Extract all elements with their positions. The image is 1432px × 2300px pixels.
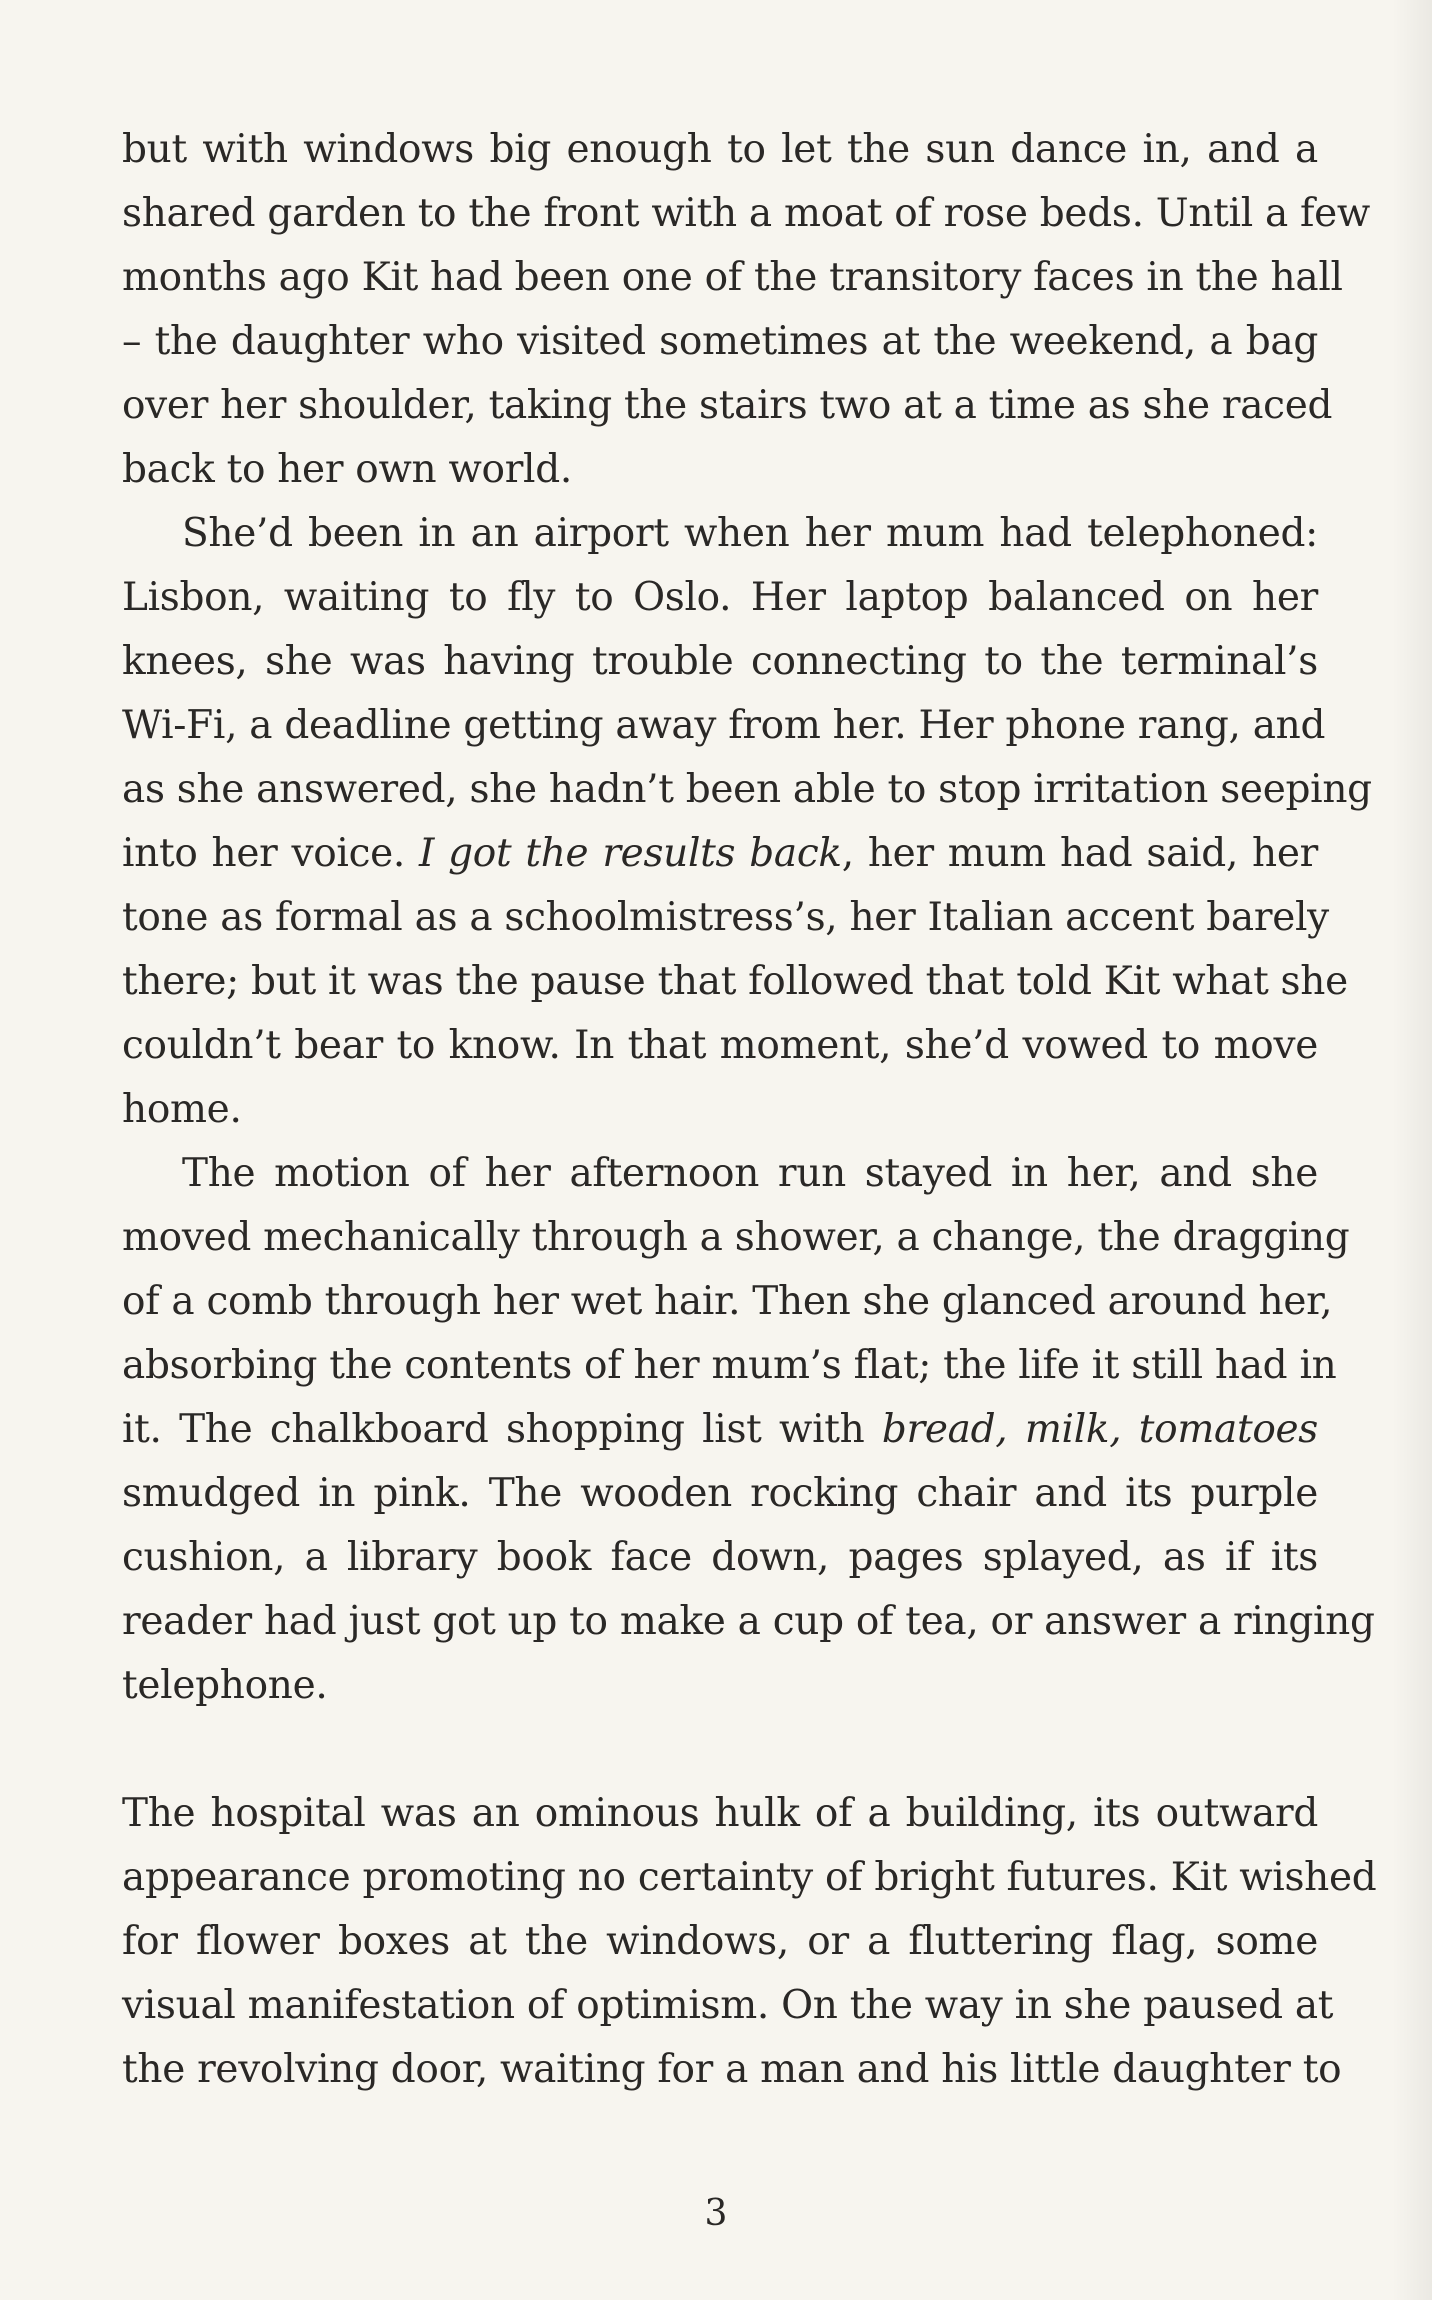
page-number: 3 xyxy=(704,2193,728,2234)
text-run: telephone. xyxy=(122,1663,328,1708)
text-line xyxy=(122,950,1348,1014)
text-line xyxy=(122,1334,1337,1398)
text-line xyxy=(122,1462,1318,1526)
paragraph xyxy=(122,1782,1377,2102)
text-run: absorbing the contents of her mum’s flat; the life it still had in xyxy=(122,1343,1337,1388)
text-run: of a comb through her wet hair. Then she glanced around her, xyxy=(122,1279,1333,1324)
text-line xyxy=(122,758,1372,822)
text-line xyxy=(122,1974,1334,2038)
text-line xyxy=(122,1270,1333,1334)
text-run: it. The chalkboard shopping list with xyxy=(122,1407,882,1452)
text-run: as she answered, she hadn’t been able to stop irritation seeping xyxy=(122,767,1372,812)
text-line xyxy=(122,630,1318,694)
text-run: The hospital was an ominous hulk of a building, its outward xyxy=(122,1791,1318,1836)
text-line xyxy=(122,1654,1318,1718)
text-run: reader had just got up to make a cup of tea, or answer a ringing xyxy=(122,1599,1375,1644)
text-run: tone as formal as a schoolmistress’s, her Italian accent barely xyxy=(122,895,1329,940)
paragraph xyxy=(122,118,1371,502)
text-run: back to her own world. xyxy=(122,447,572,492)
text-line xyxy=(122,438,1318,502)
text-run: The motion of her afternoon run stayed in her, and she xyxy=(182,1151,1318,1196)
text-run: shared garden to the front with a moat of rose beds. Until a few xyxy=(122,191,1371,236)
text-run: cushion, a library book face down, pages splayed, as if its xyxy=(122,1535,1318,1580)
text-line xyxy=(122,502,1318,566)
text-run: Lisbon, waiting to fly to Oslo. Her laptop balanced on her xyxy=(122,575,1318,620)
text-run: , her mum had said, her xyxy=(841,831,1318,876)
text-line xyxy=(122,1206,1350,1270)
text-line xyxy=(122,1590,1375,1654)
paragraph xyxy=(122,1142,1375,1718)
text-line xyxy=(122,1846,1377,1910)
text-line xyxy=(122,822,1318,886)
text-run: the revolving door, waiting for a man and his little daughter to xyxy=(122,2047,1342,2092)
text-run: She’d been in an airport when her mum had telephoned: xyxy=(182,511,1318,556)
text-line xyxy=(122,374,1333,438)
text-run: home. xyxy=(122,1087,242,1132)
text-line xyxy=(122,2038,1342,2102)
text-line xyxy=(122,1142,1318,1206)
text-line xyxy=(122,182,1371,246)
italic-text: bread, milk, tomatoes xyxy=(881,1407,1318,1452)
text-run: months ago Kit had been one of the transitory faces in the hall xyxy=(122,255,1343,300)
text-run: – the daughter who visited sometimes at the weekend, a bag xyxy=(122,319,1318,364)
text-run: but with windows big enough to let the sun dance in, and a xyxy=(122,127,1318,172)
text-line xyxy=(122,246,1343,310)
text-line xyxy=(122,118,1318,182)
text-line xyxy=(122,886,1329,950)
text-run: for flower boxes at the windows, or a fluttering flag, some xyxy=(122,1919,1318,1964)
text-run: couldn’t bear to know. In that moment, she’d vowed to move xyxy=(122,1023,1318,1068)
text-run: over her shoulder, taking the stairs two at a time as she raced xyxy=(122,383,1333,428)
text-line xyxy=(122,1014,1318,1078)
text-line xyxy=(122,1910,1318,1974)
text-run: appearance promoting no certainty of bright futures. Kit wished xyxy=(122,1855,1377,1900)
text-run: smudged in pink. The wooden rocking chair and its purple xyxy=(122,1471,1318,1516)
text-line xyxy=(122,310,1318,374)
section-break xyxy=(122,1718,1318,1782)
text-run: visual manifestation of optimism. On the way in she paused at xyxy=(122,1983,1334,2028)
text-line xyxy=(122,694,1326,758)
text-run: into her voice. xyxy=(122,831,420,876)
text-run: moved mechanically through a shower, a change, the dragging xyxy=(122,1215,1350,1260)
body-text xyxy=(122,118,1377,2102)
italic-text: I got the results back xyxy=(419,831,842,876)
text-line xyxy=(122,1078,1318,1142)
text-line xyxy=(122,1398,1318,1462)
text-line xyxy=(122,1782,1318,1846)
text-run: knees, she was having trouble connecting to the terminal’s xyxy=(122,639,1318,684)
paragraph xyxy=(122,502,1372,1142)
text-line xyxy=(122,566,1318,630)
text-run: Wi-Fi, a deadline getting away from her. Her phone rang, and xyxy=(122,703,1326,748)
page-edge-shadow xyxy=(1392,0,1432,2300)
text-line xyxy=(122,1526,1318,1590)
text-run: there; but it was the pause that followed that told Kit what she xyxy=(122,959,1348,1004)
